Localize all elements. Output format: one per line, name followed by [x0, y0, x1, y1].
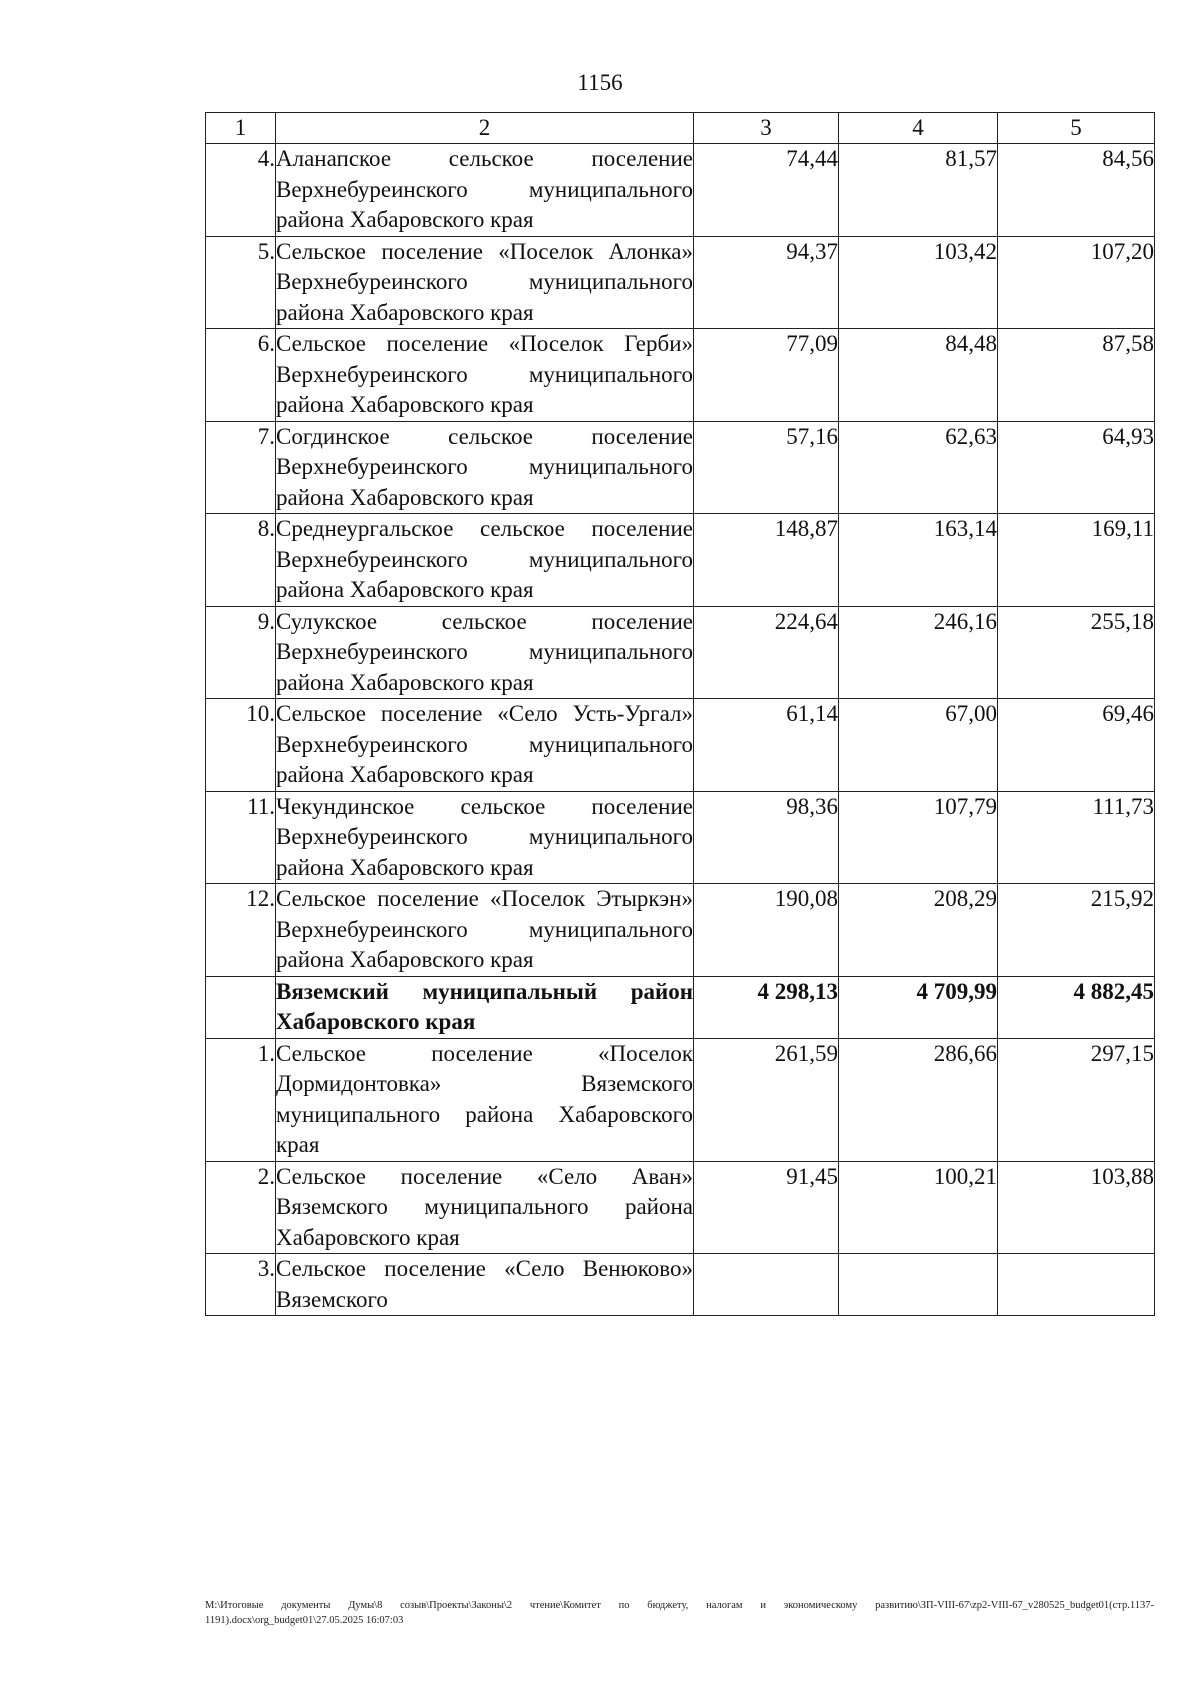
row-number: 5.: [206, 236, 276, 329]
value-col-4: 67,00: [839, 699, 998, 792]
settlement-name: Сельское поселение «Поселок Дормидонтовка» Вяземского муниципального района Хабаровского края: [276, 1038, 694, 1161]
table-row: [206, 236, 1155, 329]
value-col-3: 98,36: [694, 791, 839, 884]
header-cell: 5: [998, 113, 1155, 144]
value-col-5: 69,46: [998, 699, 1155, 792]
value-col-3: 57,16: [694, 421, 839, 514]
value-col-5: 84,56: [998, 144, 1155, 237]
value-col-5: 87,58: [998, 329, 1155, 422]
settlement-name: Аланапское сельское поселение Верхнебуреинского муниципального района Хабаровского края: [276, 144, 694, 237]
value-col-4: 246,16: [839, 606, 998, 699]
header-cell: 4: [839, 113, 998, 144]
row-number: 7.: [206, 421, 276, 514]
value-col-5: 111,73: [998, 791, 1155, 884]
header-cell: 3: [694, 113, 839, 144]
value-col-3: 91,45: [694, 1161, 839, 1254]
value-col-5: 169,11: [998, 514, 1155, 607]
value-col-5: 215,92: [998, 884, 1155, 977]
table-row: [206, 791, 1155, 884]
row-number: 3.: [206, 1254, 276, 1316]
value-col-5: 107,20: [998, 236, 1155, 329]
document-path-footer: M:\Итоговые документы Думы\8 созыв\Проекты\Законы\2 чтение\Комитет по бюджету, налогам и экономическому развитию\ЗП-VIII-67\zp2-VIII-67_v280525_budget01(стр.1137-1191).docx\org_budget01\27.05.2025 16:07:03: [205, 1600, 1154, 1626]
table-row: [206, 329, 1155, 422]
value-col-4: 163,14: [839, 514, 998, 607]
value-col-4: 286,66: [839, 1038, 998, 1161]
value-col-5: 297,15: [998, 1038, 1155, 1161]
value-col-3: 261,59: [694, 1038, 839, 1161]
settlement-name: Вяземский муниципальный район Хабаровского края: [276, 976, 694, 1038]
value-col-3: 4 298,13: [694, 976, 839, 1038]
row-number: 4.: [206, 144, 276, 237]
value-col-4: 4 709,99: [839, 976, 998, 1038]
settlement-name: Сулукское сельское поселение Верхнебуреинского муниципального района Хабаровского края: [276, 606, 694, 699]
value-col-5: 64,93: [998, 421, 1155, 514]
row-number: 8.: [206, 514, 276, 607]
value-col-4: [839, 1254, 998, 1316]
value-col-5: 255,18: [998, 606, 1155, 699]
value-col-4: 107,79: [839, 791, 998, 884]
header-cell: 2: [276, 113, 694, 144]
value-col-3: 148,87: [694, 514, 839, 607]
settlement-name: Сельское поселение «Поселок Алонка» Верхнебуреинского муниципального района Хабаровского края: [276, 236, 694, 329]
table-row: [206, 976, 1155, 1038]
value-col-5: 4 882,45: [998, 976, 1155, 1038]
table-header-row: [206, 113, 1155, 144]
row-number: 2.: [206, 1161, 276, 1254]
row-number: 10.: [206, 699, 276, 792]
value-col-4: 103,42: [839, 236, 998, 329]
value-col-5: 103,88: [998, 1161, 1155, 1254]
table-row: [206, 514, 1155, 607]
value-col-3: 77,09: [694, 329, 839, 422]
settlement-name: Сельское поселение «Поселок Этыркэн» Верхнебуреинского муниципального района Хабаровского края: [276, 884, 694, 977]
table-row: [206, 699, 1155, 792]
value-col-4: 81,57: [839, 144, 998, 237]
value-col-4: 84,48: [839, 329, 998, 422]
value-col-4: 208,29: [839, 884, 998, 977]
row-number: 12.: [206, 884, 276, 977]
row-number: 6.: [206, 329, 276, 422]
value-col-3: 190,08: [694, 884, 839, 977]
table-row: [206, 1161, 1155, 1254]
value-col-4: 100,21: [839, 1161, 998, 1254]
row-number: 11.: [206, 791, 276, 884]
value-col-3: 74,44: [694, 144, 839, 237]
value-col-3: 224,64: [694, 606, 839, 699]
budget-table: [205, 112, 1155, 1316]
row-number: [206, 976, 276, 1038]
settlement-name: Сельское поселение «Село Усть-Ургал» Верхнебуреинского муниципального района Хабаровского края: [276, 699, 694, 792]
settlement-name: Согдинское сельское поселение Верхнебуреинского муниципального района Хабаровского края: [276, 421, 694, 514]
table-row: [206, 1038, 1155, 1161]
table-row: [206, 606, 1155, 699]
table-row: [206, 421, 1155, 514]
header-cell: 1: [206, 113, 276, 144]
row-number: 1.: [206, 1038, 276, 1161]
row-number: 9.: [206, 606, 276, 699]
value-col-4: 62,63: [839, 421, 998, 514]
value-col-3: [694, 1254, 839, 1316]
settlement-name: Среднеургальское сельское поселение Верхнебуреинского муниципального района Хабаровского края: [276, 514, 694, 607]
settlement-name: Сельское поселение «Село Аван» Вяземского муниципального района Хабаровского края: [276, 1161, 694, 1254]
page-number: 1156: [577, 70, 623, 95]
value-col-5: [998, 1254, 1155, 1316]
table-row: [206, 884, 1155, 977]
settlement-name: Сельское поселение «Поселок Герби» Верхнебуреинского муниципального района Хабаровского края: [276, 329, 694, 422]
value-col-3: 61,14: [694, 699, 839, 792]
table-row: [206, 1254, 1155, 1316]
settlement-name: Чекундинское сельское поселение Верхнебуреинского муниципального района Хабаровского края: [276, 791, 694, 884]
table-row: [206, 144, 1155, 237]
settlement-name: Сельское поселение «Село Венюково» Вяземского: [276, 1254, 694, 1316]
value-col-3: 94,37: [694, 236, 839, 329]
